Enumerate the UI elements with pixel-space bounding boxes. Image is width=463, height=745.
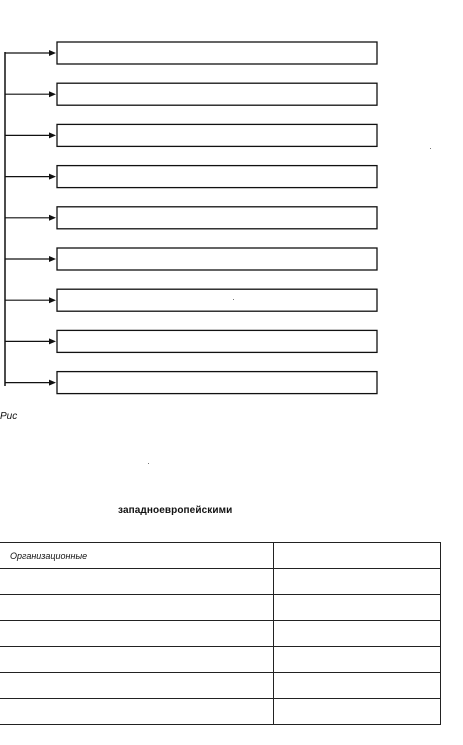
table-cell-value <box>274 673 441 699</box>
table-cell-category: Организационные <box>0 543 274 569</box>
diagram-row <box>5 124 377 146</box>
data-table <box>0 542 441 725</box>
diagram-row <box>5 207 377 229</box>
diagram-box <box>57 42 377 64</box>
table-cell-value <box>274 621 441 647</box>
table-row <box>0 621 441 647</box>
diagram-box <box>57 330 377 352</box>
figure-caption: Рис <box>0 411 18 422</box>
arrow-head-icon <box>49 50 56 56</box>
diagram-box <box>57 248 377 270</box>
diagram-row <box>5 289 377 311</box>
arrow-head-icon <box>49 297 56 303</box>
diagram-box <box>57 166 377 188</box>
table-cell-category <box>0 569 274 595</box>
table-row <box>0 595 441 621</box>
diagram-row <box>5 42 377 64</box>
table-cell-value <box>274 595 441 621</box>
diagram-row <box>5 372 377 394</box>
table-cell-value <box>274 543 441 569</box>
table-title: западноевропейскими <box>118 505 233 516</box>
table-row <box>0 647 441 673</box>
scan-speck <box>430 148 431 149</box>
arrow-head-icon <box>49 132 56 138</box>
table-cell-value <box>274 569 441 595</box>
diagram-box <box>57 207 377 229</box>
table-cell-category <box>0 621 274 647</box>
diagram-box <box>57 124 377 146</box>
scan-speck <box>148 463 149 464</box>
arrow-head-icon <box>49 256 56 262</box>
table-cell-category <box>0 647 274 673</box>
arrow-head-icon <box>49 338 56 344</box>
diagram-box <box>57 289 377 311</box>
table-row <box>0 673 441 699</box>
diagram-row <box>5 166 377 188</box>
diagram-row <box>5 248 377 270</box>
diagram-box <box>57 83 377 105</box>
table-cell-value <box>274 647 441 673</box>
table-cell-category <box>0 595 274 621</box>
arrow-head-icon <box>49 91 56 97</box>
table-cell-value <box>274 699 441 725</box>
table-cell-category <box>0 673 274 699</box>
table-cell-category <box>0 699 274 725</box>
diagram-row <box>5 83 377 105</box>
table-row <box>0 569 441 595</box>
diagram-row <box>5 330 377 352</box>
table-row <box>0 543 441 569</box>
scan-speck <box>233 299 234 300</box>
arrow-head-icon <box>49 380 56 386</box>
diagram-box <box>57 372 377 394</box>
arrow-head-icon <box>49 215 56 221</box>
arrow-head-icon <box>49 174 56 180</box>
table-row <box>0 699 441 725</box>
